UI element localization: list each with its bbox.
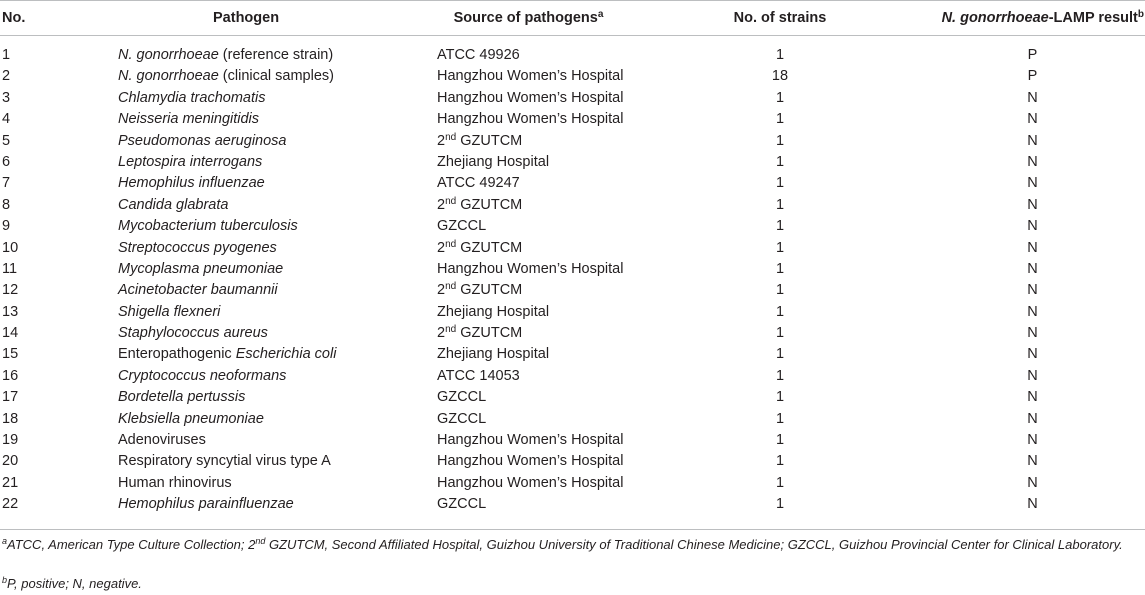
cell-strains: 1 xyxy=(775,325,785,342)
cell-no: 7 xyxy=(2,175,11,192)
cell-result: N xyxy=(1027,325,1038,342)
cell-no: 21 xyxy=(2,474,19,491)
cell-strains: 1 xyxy=(775,303,785,320)
cell-strains: 1 xyxy=(775,346,785,363)
cell-result: N xyxy=(1027,496,1038,513)
cell-result: N xyxy=(1027,89,1038,106)
cell-result: N xyxy=(1027,239,1038,256)
cell-result: N xyxy=(1027,367,1038,384)
table-row xyxy=(0,152,1145,173)
cell-pathogen: N. gonorrhoeae (clinical samples) xyxy=(118,68,334,85)
cell-no: 22 xyxy=(2,496,19,513)
cell-result: N xyxy=(1027,175,1038,192)
table-row xyxy=(0,280,1145,301)
table-row xyxy=(0,387,1145,408)
cell-no: 11 xyxy=(2,260,18,277)
table-row xyxy=(0,88,1145,109)
cell-result: N xyxy=(1027,153,1038,170)
table-row xyxy=(0,344,1145,365)
cell-result: N xyxy=(1027,132,1038,149)
table-bottom-rule xyxy=(0,529,1145,530)
cell-no: 10 xyxy=(2,239,19,256)
cell-source: 2nd GZUTCM xyxy=(437,195,523,213)
cell-no: 12 xyxy=(2,282,19,299)
footnote-b: $^b$P, positive; N, negative. xyxy=(2,575,142,591)
cell-result: N xyxy=(1027,218,1038,235)
cell-strains: 1 xyxy=(775,89,785,106)
cell-strains: 1 xyxy=(775,175,785,192)
cell-strains: 1 xyxy=(775,47,785,63)
table-row xyxy=(0,131,1145,152)
table-row xyxy=(0,238,1145,259)
footnote-a: $^a$ATCC, American Type Culture Collection; 2nd GZUTCM, Second Affiliated Hospital, Guizhou University of Traditional Chinese Medicine; GZCCL, Guizhou Provincial Center for Clinical Laboratory. xyxy=(2,536,1123,552)
cell-source: Hangzhou Women’s Hospital xyxy=(437,111,624,128)
cell-pathogen: Enteropathogenic Escherichia coli xyxy=(118,346,337,363)
table-row xyxy=(0,451,1145,472)
cell-source: Hangzhou Women’s Hospital xyxy=(437,260,624,277)
table-row xyxy=(0,409,1145,430)
cell-source: 2nd GZUTCM xyxy=(437,238,523,256)
cell-pathogen: Streptococcus pyogenes xyxy=(118,239,277,256)
cell-pathogen: Klebsiella pneumoniae xyxy=(118,410,264,427)
cell-strains: 1 xyxy=(775,111,785,128)
table-body xyxy=(0,45,1145,516)
cell-result: N xyxy=(1027,260,1038,277)
cell-pathogen: Neisseria meningitidis xyxy=(118,111,260,128)
cell-strains: 1 xyxy=(775,282,785,299)
table-row xyxy=(0,45,1145,66)
cell-no: 16 xyxy=(2,367,19,384)
table-row xyxy=(0,109,1145,130)
cell-no: 9 xyxy=(2,218,11,235)
cell-strains: 1 xyxy=(775,496,785,513)
cell-result: N xyxy=(1027,111,1038,128)
table-row xyxy=(0,302,1145,323)
cell-result: N xyxy=(1027,432,1038,449)
header-source: Source of pathogens$^a$ xyxy=(453,9,604,26)
cell-pathogen: Candida glabrata xyxy=(118,196,229,213)
cell-pathogen: Mycoplasma pneumoniae xyxy=(118,260,284,277)
cell-no: 2 xyxy=(2,68,11,85)
cell-pathogen: Bordetella pertussis xyxy=(118,389,246,406)
header-strains: No. of strains xyxy=(733,10,827,26)
cell-strains: 1 xyxy=(775,132,785,149)
cell-strains: 1 xyxy=(775,218,785,235)
cell-no: 15 xyxy=(2,346,19,363)
cell-pathogen: N. gonorrhoeae (reference strain) xyxy=(118,47,334,63)
cell-no: 20 xyxy=(2,453,19,470)
cell-no: 19 xyxy=(2,432,19,449)
cell-result: N xyxy=(1027,282,1038,299)
table-row xyxy=(0,173,1145,194)
cell-source: GZCCL xyxy=(437,496,487,513)
cell-result: N xyxy=(1027,346,1038,363)
cell-source: Hangzhou Women’s Hospital xyxy=(437,89,624,106)
cell-source: Hangzhou Women’s Hospital xyxy=(437,474,624,491)
cell-source: GZCCL xyxy=(437,218,487,235)
cell-pathogen: Hemophilus parainfluenzae xyxy=(118,496,294,513)
cell-strains: 1 xyxy=(775,196,785,213)
table-row xyxy=(0,366,1145,387)
cell-pathogen: Adenoviruses xyxy=(118,432,206,449)
header-no: No. xyxy=(2,10,26,26)
cell-source: GZCCL xyxy=(437,410,487,427)
header-result: N. gonorrhoeae-LAMP result$^b$ xyxy=(941,9,1144,26)
cell-strains: 1 xyxy=(775,153,785,170)
cell-result: N xyxy=(1027,303,1038,320)
cell-source: Zhejiang Hospital xyxy=(437,153,550,170)
cell-strains: 1 xyxy=(775,432,785,449)
table-row xyxy=(0,66,1145,87)
cell-no: 1 xyxy=(2,47,11,63)
cell-pathogen: Hemophilus influenzae xyxy=(118,175,265,192)
cell-pathogen: Human rhinovirus xyxy=(118,474,232,491)
cell-pathogen: Shigella flexneri xyxy=(118,303,221,320)
cell-pathogen: Respiratory syncytial virus type A xyxy=(118,453,331,470)
cell-pathogen: Staphylococcus aureus xyxy=(118,325,268,342)
cell-pathogen: Acinetobacter baumannii xyxy=(118,282,278,299)
header-pathogen: Pathogen xyxy=(213,10,280,26)
cell-strains: 1 xyxy=(775,453,785,470)
table-header xyxy=(0,0,1145,36)
cell-strains: 18 xyxy=(771,68,789,85)
table-row xyxy=(0,216,1145,237)
cell-source: 2nd GZUTCM xyxy=(437,324,523,342)
cell-source: 2nd GZUTCM xyxy=(437,281,523,299)
cell-strains: 1 xyxy=(775,239,785,256)
cell-result: P xyxy=(1027,68,1038,85)
cell-no: 13 xyxy=(2,303,19,320)
cell-no: 3 xyxy=(2,89,11,106)
cell-strains: 1 xyxy=(775,410,785,427)
cell-pathogen: Cryptococcus neoformans xyxy=(118,367,287,384)
cell-source: Zhejiang Hospital xyxy=(437,303,550,320)
table-row xyxy=(0,323,1145,344)
cell-pathogen: Chlamydia trachomatis xyxy=(118,89,266,106)
cell-source: GZCCL xyxy=(437,389,487,406)
cell-strains: 1 xyxy=(775,474,785,491)
table-row xyxy=(0,259,1145,280)
cell-pathogen: Mycobacterium tuberculosis xyxy=(118,218,298,235)
table-row xyxy=(0,494,1145,515)
cell-strains: 1 xyxy=(775,389,785,406)
table-row xyxy=(0,430,1145,451)
cell-result: N xyxy=(1027,196,1038,213)
cell-no: 4 xyxy=(2,111,11,128)
cell-no: 17 xyxy=(2,389,19,406)
cell-result: N xyxy=(1027,389,1038,406)
cell-source: Hangzhou Women’s Hospital xyxy=(437,453,624,470)
cell-source: ATCC 49247 xyxy=(437,175,520,192)
cell-no: 5 xyxy=(2,132,11,149)
cell-strains: 1 xyxy=(775,367,785,384)
cell-source: Hangzhou Women’s Hospital xyxy=(437,432,624,449)
cell-source: ATCC 49926 xyxy=(437,47,520,63)
cell-no: 8 xyxy=(2,196,11,213)
cell-result: N xyxy=(1027,474,1038,491)
cell-result: N xyxy=(1027,453,1038,470)
cell-no: 14 xyxy=(2,325,19,342)
cell-source: ATCC 14053 xyxy=(437,367,520,384)
cell-strains: 1 xyxy=(775,260,785,277)
cell-source: Hangzhou Women’s Hospital xyxy=(437,68,624,85)
table-row xyxy=(0,473,1145,494)
cell-source: 2nd GZUTCM xyxy=(437,131,523,149)
cell-no: 18 xyxy=(2,410,19,427)
cell-result: N xyxy=(1027,410,1038,427)
cell-no: 6 xyxy=(2,153,11,170)
table-row xyxy=(0,195,1145,216)
cell-pathogen: Pseudomonas aeruginosa xyxy=(118,132,287,149)
cell-pathogen: Leptospira interrogans xyxy=(118,153,263,170)
cell-source: Zhejiang Hospital xyxy=(437,346,550,363)
cell-result: P xyxy=(1027,47,1038,63)
